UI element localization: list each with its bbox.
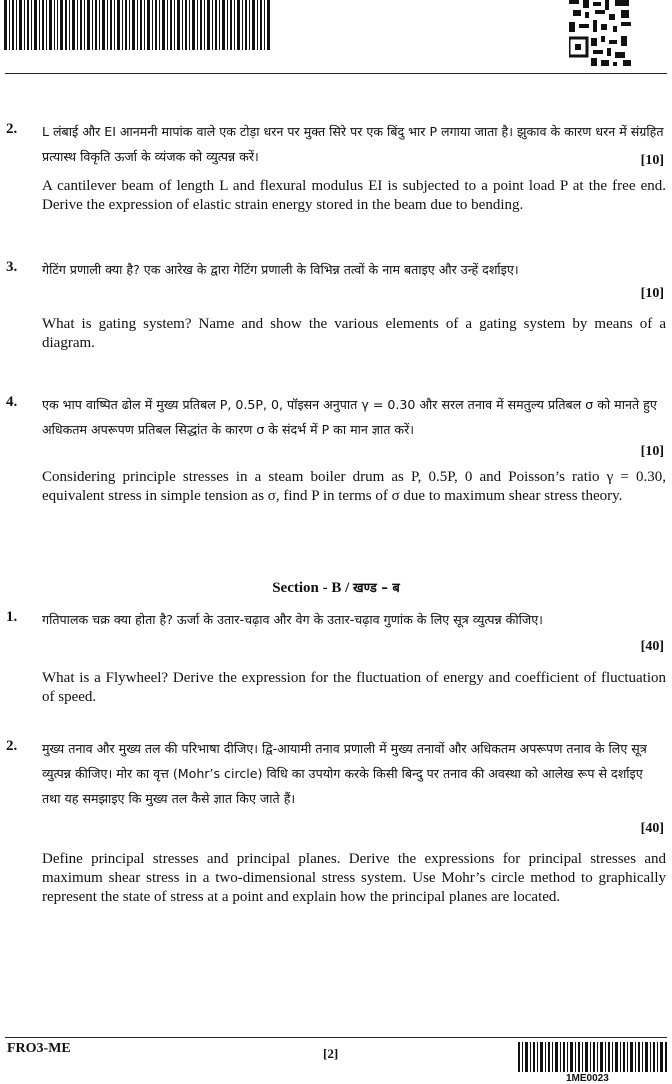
barcode-bottom [518, 1042, 667, 1072]
question-english: Considering principle stresses in a steam boiler drum as P, 0.5P, 0 and Poisson’s ratio γ = 0.30, equivalent stress in simple tension as σ, find P in terms of σ due to maximum shear stress theory. [42, 469, 666, 504]
question-number: 2. [6, 121, 18, 137]
page-number: [2] [323, 1046, 339, 1061]
question-hindi: एक भाप वाष्पित ढोल में मुख्य प्रतिबल P, 0.5P, 0, पॉइसन अनुपात γ = 0.30 और सरल तनाव में समतुल्य प्रतिबल σ को मानते हुए अधिकतम अपरूपण प्रतिबल सिद्धांत के कारण σ के संदर्भ में P का मान ज्ञात करें। [42, 397, 657, 437]
question-hindi: गतिपालक चक्र क्या होता है? ऊर्जा के उतार-चढ़ाव और वेग के उतार-चढ़ाव गुणांक के लिए सूत्र व्युत्पन्न कीजिए। [42, 612, 543, 627]
qr-code [569, 0, 631, 66]
question-english: What is gating system? Name and show the various elements of a gating system by means of a diagram. [42, 316, 666, 351]
question-marks: [10] [640, 153, 664, 168]
footer-rule [5, 1037, 667, 1038]
header-rule [5, 73, 667, 74]
question-number: 4. [6, 394, 18, 410]
question-number: 1. [6, 609, 18, 625]
question-english: What is a Flywheel? Derive the expression for the fluctuation of energy and coefficient of fluctuation of speed. [42, 670, 666, 705]
question-marks: [40] [640, 821, 664, 836]
question-hindi: मुख्य तनाव और मुख्य तल की परिभाषा दीजिए। द्वि-आयामी तनाव प्रणाली में मुख्य तनावों और अधिकतम अपरूपण तनाव के लिए सूत्र व्युत्पन्न कीजिए। मोर का वृत्त (Mohr’s circle) विधि का उपयोग करके किसी बिन्दु पर तनाव की अवस्था को आलेख रूप से दर्शाइए तथा यह समझाइए कि मुख्य तल कैसे ज्ञात किए जाते हैं। [42, 741, 647, 806]
question-marks: [10] [640, 444, 664, 459]
section-b-title-en: Section - B / [272, 580, 354, 596]
question-number: 2. [6, 738, 18, 754]
question-english: Define principal stresses and principal planes. Derive the expressions for principal stresses and maximum shear stress in a two-dimensional stress system. Use Mohr’s circle method to graphically represent the state of stress at a point and explain how the principal planes are located. [42, 851, 666, 905]
question-hindi: गेटिंग प्रणाली क्या है? एक आरेख के द्वारा गेटिंग प्रणाली के विभिन्न तत्वों के नाम बताइए और उन्हें दर्शाइए। [42, 262, 519, 277]
question-marks: [10] [640, 286, 664, 301]
paper-code: FRO3-ME [7, 1041, 71, 1056]
barcode-number: 1ME0023 [566, 1073, 609, 1084]
barcode-top [4, 0, 270, 50]
section-b-heading [0, 578, 672, 597]
section-b-title-hi: खण्ड – ब [353, 581, 400, 596]
question-hindi: L लंबाई और EI आनमनी मापांक वाले एक टोड़ा धरन पर मुक्त सिरे पर एक बिंदु भार P लगाया जाता है। झुकाव के कारण धरन में संग्रहित प्रत्यास्थ विकृति ऊर्जा के व्यंजक को व्युत्पन्न करें। [42, 124, 664, 164]
question-marks: [40] [640, 639, 664, 654]
question-number: 3. [6, 259, 18, 275]
question-english: A cantilever beam of length L and flexural modulus EI is subjected to a point load P at the free end. Derive the expression of elastic strain energy stored in the beam due to bending. [42, 178, 666, 213]
